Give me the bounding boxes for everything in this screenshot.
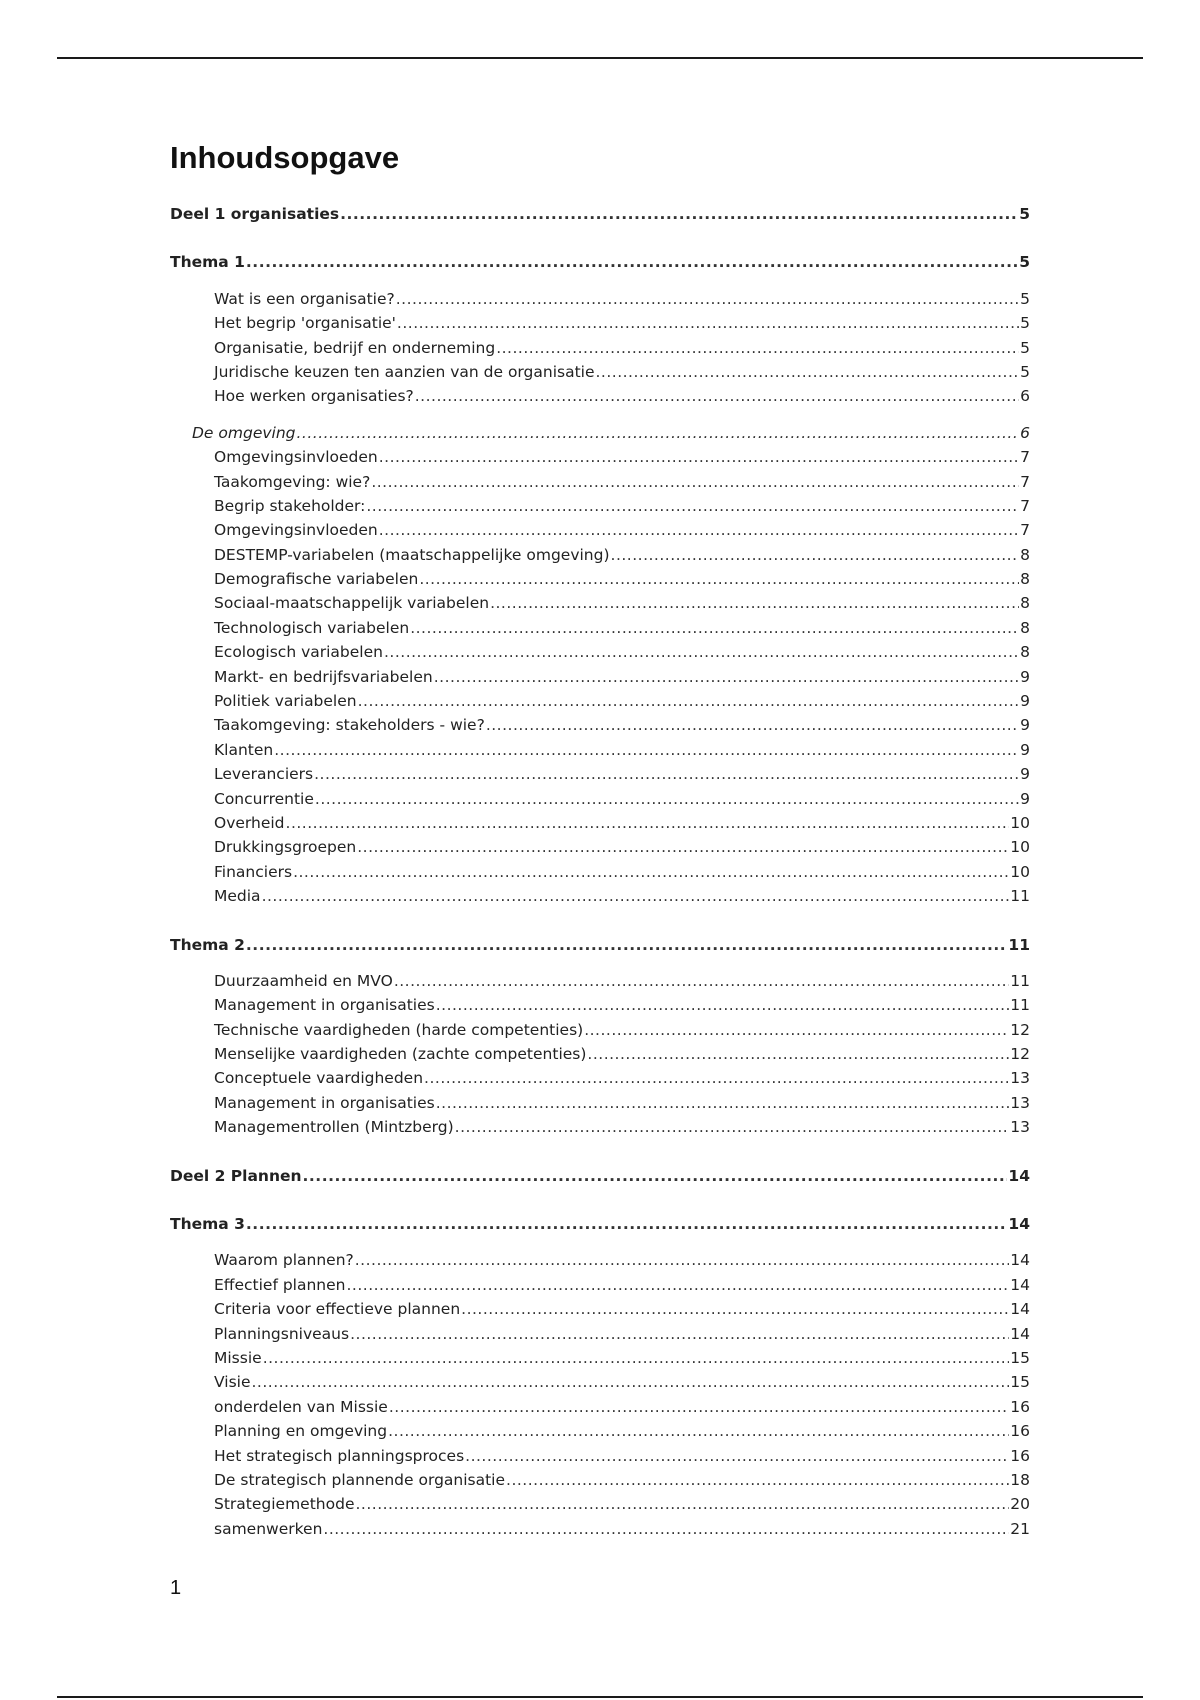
toc-entry-page: 11 — [1008, 935, 1030, 954]
toc-entry-title: Deel 2 Plannen — [170, 1166, 302, 1185]
toc-entry[interactable] — [170, 616, 1030, 640]
page-title: Inhoudsopgave — [170, 140, 400, 175]
toc-dot-leader — [263, 1346, 1010, 1370]
table-of-contents — [170, 202, 1030, 1541]
toc-entry-title: Effectief plannen — [214, 1275, 346, 1294]
toc-entry-title: Technologisch variabelen — [214, 618, 410, 637]
toc-dot-leader — [424, 1066, 1009, 1090]
toc-entry-title: Begrip stakeholder: — [214, 496, 366, 515]
toc-entry-page: 7 — [1020, 521, 1030, 540]
toc-entry[interactable] — [170, 1395, 1030, 1419]
toc-dot-leader — [350, 1322, 1009, 1346]
toc-entry-title: Financiers — [214, 862, 293, 881]
toc-entry[interactable] — [170, 1042, 1030, 1066]
toc-entry-title: Concurrentie — [214, 789, 314, 808]
toc-entry-page: 16 — [1010, 1422, 1030, 1441]
toc-entry-page: 18 — [1010, 1470, 1030, 1489]
toc-entry[interactable] — [170, 384, 1030, 408]
toc-entry-title: De strategisch plannende organisatie — [214, 1470, 506, 1489]
toc-entry-title: Menselijke vaardigheden (zachte competenties) — [214, 1045, 587, 1064]
toc-entry-title: onderdelen van Missie — [214, 1397, 388, 1416]
toc-entry-title: Criteria voor effectieve plannen — [214, 1300, 461, 1319]
toc-entry[interactable] — [170, 860, 1030, 884]
toc-entry-title: Omgevingsinvloeden — [214, 448, 378, 467]
toc-entry-page: 21 — [1010, 1519, 1030, 1538]
toc-entry-title: Wat is een organisatie? — [214, 289, 395, 308]
toc-entry-page: 10 — [1010, 813, 1030, 832]
toc-dot-leader — [293, 860, 1009, 884]
toc-entry-title: Organisatie, bedrijf en onderneming — [214, 338, 496, 357]
toc-entry[interactable] — [170, 665, 1030, 689]
footer-rule — [57, 1696, 1143, 1698]
toc-dot-leader — [596, 360, 1020, 384]
toc-entry[interactable] — [170, 591, 1030, 615]
toc-dot-leader — [286, 811, 1010, 835]
toc-entry[interactable] — [170, 689, 1030, 713]
toc-entry-page: 7 — [1020, 448, 1030, 467]
toc-entry-title: Ecologisch variabelen — [214, 643, 383, 662]
toc-entry-page: 16 — [1010, 1397, 1030, 1416]
toc-entry[interactable] — [170, 787, 1030, 811]
toc-entry[interactable] — [170, 762, 1030, 786]
toc-entry-page: 8 — [1020, 643, 1030, 662]
toc-entry[interactable] — [170, 1067, 1030, 1091]
toc-dot-leader — [396, 287, 1019, 311]
toc-entry[interactable] — [170, 518, 1030, 542]
toc-dot-leader — [506, 1468, 1009, 1492]
toc-entry-title: De omgeving — [192, 423, 296, 442]
toc-entry-page: 7 — [1020, 472, 1030, 491]
toc-entry-page: 8 — [1020, 570, 1030, 589]
toc-entry-title: Deel 1 organisaties — [170, 204, 340, 223]
toc-dot-leader — [397, 311, 1019, 335]
toc-dot-leader — [486, 713, 1019, 737]
toc-dot-leader — [323, 1517, 1009, 1541]
toc-entry-title: Markt- en bedrijfsvariabelen — [214, 667, 433, 686]
toc-entry[interactable] — [170, 1322, 1030, 1346]
toc-dot-leader — [496, 336, 1019, 360]
toc-entry-page: 9 — [1020, 716, 1030, 735]
toc-dot-leader — [262, 884, 1010, 908]
toc-entry-page: 10 — [1010, 862, 1030, 881]
toc-entry-page: 14 — [1008, 1166, 1030, 1185]
toc-entry-title: Juridische keuzen ten aanzien van de organisatie — [214, 362, 595, 381]
toc-dot-leader — [347, 1273, 1010, 1297]
toc-entry-title: Media — [214, 887, 261, 906]
toc-entry[interactable] — [170, 1091, 1030, 1115]
toc-entry-title: Conceptuele vaardigheden — [214, 1069, 424, 1088]
toc-entry-page: 9 — [1020, 765, 1030, 784]
toc-entry-page: 6 — [1020, 387, 1030, 406]
toc-entry[interactable] — [170, 640, 1030, 664]
toc-dot-leader — [315, 787, 1019, 811]
toc-entry[interactable] — [170, 1444, 1030, 1468]
toc-entry[interactable] — [170, 543, 1030, 567]
toc-dot-leader — [379, 445, 1019, 469]
toc-dot-leader — [355, 1248, 1010, 1272]
toc-dot-leader — [357, 835, 1009, 859]
toc-entry[interactable] — [170, 250, 1030, 274]
toc-entry-page: 14 — [1010, 1251, 1030, 1270]
toc-dot-leader — [389, 1395, 1009, 1419]
toc-dot-leader — [303, 1164, 1008, 1188]
page-number: 1 — [170, 1577, 182, 1599]
toc-entry-page: 12 — [1010, 1045, 1030, 1064]
toc-entry-page: 5 — [1019, 204, 1030, 223]
toc-entry-page: 10 — [1010, 838, 1030, 857]
toc-entry-title: Taakomgeving: wie? — [214, 472, 371, 491]
toc-dot-leader — [358, 689, 1020, 713]
toc-entry[interactable] — [170, 884, 1030, 908]
toc-entry[interactable] — [170, 1273, 1030, 1297]
toc-entry-page: 11 — [1010, 887, 1030, 906]
toc-dot-leader — [366, 494, 1019, 518]
toc-dot-leader — [274, 738, 1019, 762]
toc-entry-page: 11 — [1010, 971, 1030, 990]
toc-entry[interactable] — [170, 969, 1030, 993]
toc-entry-page: 5 — [1020, 289, 1030, 308]
toc-entry-page: 7 — [1020, 496, 1030, 515]
toc-dot-leader — [246, 933, 1008, 957]
toc-dot-leader — [252, 1370, 1010, 1394]
toc-entry-page: 14 — [1010, 1300, 1030, 1319]
toc-entry-page: 15 — [1010, 1349, 1030, 1367]
toc-entry-page: 9 — [1020, 740, 1030, 759]
toc-dot-leader — [436, 993, 1010, 1017]
toc-entry-title: Visie — [214, 1373, 251, 1392]
toc-dot-leader — [340, 202, 1018, 226]
toc-entry-title: Managementrollen (Mintzberg) — [214, 1118, 454, 1137]
toc-entry[interactable] — [170, 811, 1030, 835]
toc-entry[interactable] — [170, 1297, 1030, 1321]
toc-entry[interactable] — [170, 1492, 1030, 1516]
toc-entry-title: Drukkingsgroepen — [214, 838, 357, 857]
toc-entry[interactable] — [170, 567, 1030, 591]
toc-entry[interactable] — [170, 311, 1030, 335]
toc-entry-page: 20 — [1010, 1495, 1030, 1514]
toc-entry-page: 5 — [1020, 314, 1030, 333]
header-rule — [57, 57, 1143, 59]
toc-entry-page: 5 — [1019, 253, 1030, 272]
toc-entry-title: Demografische variabelen — [214, 570, 419, 589]
toc-entry[interactable] — [170, 202, 1030, 226]
toc-entry-title: Management in organisaties — [214, 1093, 435, 1112]
toc-dot-leader — [371, 470, 1019, 494]
toc-entry[interactable] — [170, 470, 1030, 494]
toc-entry-page: 5 — [1020, 338, 1030, 357]
toc-entry-page: 8 — [1020, 618, 1030, 637]
toc-dot-leader — [461, 1297, 1009, 1321]
toc-dot-leader — [246, 1212, 1008, 1236]
toc-entry-page: 11 — [1010, 996, 1030, 1015]
toc-dot-leader — [394, 969, 1009, 993]
toc-entry-title: Duurzaamheid en MVO — [214, 971, 393, 990]
toc-entry-page: 9 — [1020, 667, 1030, 686]
toc-dot-leader — [297, 421, 1020, 445]
toc-entry-title: Thema 3 — [170, 1215, 245, 1234]
toc-entry-title: Waarom plannen? — [214, 1251, 354, 1270]
toc-entry[interactable] — [170, 421, 1030, 445]
toc-entry[interactable] — [170, 360, 1030, 384]
toc-entry[interactable] — [170, 1370, 1030, 1394]
toc-entry[interactable] — [170, 445, 1030, 469]
toc-entry[interactable] — [170, 713, 1030, 737]
toc-dot-leader — [379, 518, 1019, 542]
toc-dot-leader — [415, 384, 1019, 408]
toc-entry-page: 14 — [1008, 1215, 1030, 1234]
toc-dot-leader — [490, 591, 1019, 615]
toc-dot-leader — [388, 1419, 1009, 1443]
toc-entry-page: 9 — [1020, 789, 1030, 808]
toc-dot-leader — [584, 1018, 1009, 1042]
toc-entry-title: Overheid — [214, 813, 285, 832]
toc-entry[interactable] — [170, 1517, 1030, 1541]
toc-entry-page: 9 — [1020, 692, 1030, 711]
toc-dot-leader — [611, 543, 1020, 567]
toc-dot-leader — [434, 665, 1019, 689]
toc-entry-title: Het begrip 'organisatie' — [214, 314, 396, 333]
toc-entry[interactable] — [170, 1346, 1030, 1370]
toc-entry-title: Thema 1 — [170, 253, 245, 272]
toc-entry[interactable] — [170, 1164, 1030, 1188]
toc-entry-title: Het strategisch planningsproces — [214, 1446, 465, 1465]
toc-entry[interactable] — [170, 738, 1030, 762]
toc-entry[interactable] — [170, 494, 1030, 518]
toc-entry[interactable] — [170, 287, 1030, 311]
toc-entry-page: 14 — [1010, 1275, 1030, 1294]
toc-entry-page: 6 — [1020, 423, 1030, 442]
toc-dot-leader — [455, 1115, 1010, 1139]
toc-entry-title: Sociaal-maatschappelijk variabelen — [214, 594, 490, 613]
toc-entry-title: samenwerken — [214, 1519, 323, 1538]
toc-dot-leader — [246, 250, 1018, 274]
toc-entry[interactable] — [170, 1018, 1030, 1042]
toc-entry-page: 5 — [1020, 362, 1030, 381]
toc-entry[interactable] — [170, 835, 1030, 859]
toc-dot-leader — [314, 762, 1019, 786]
toc-entry-title: Hoe werken organisaties? — [214, 387, 414, 406]
toc-entry-title: Missie — [214, 1349, 262, 1367]
toc-entry-page: 8 — [1020, 594, 1030, 613]
toc-entry-page: 13 — [1010, 1093, 1030, 1112]
toc-entry[interactable] — [170, 1468, 1030, 1492]
toc-entry-page: 12 — [1010, 1020, 1030, 1039]
toc-entry-title: Thema 2 — [170, 935, 245, 954]
toc-dot-leader — [465, 1444, 1009, 1468]
toc-entry-title: Politiek variabelen — [214, 692, 357, 711]
toc-dot-leader — [419, 567, 1019, 591]
toc-entry-title: Management in organisaties — [214, 996, 435, 1015]
toc-entry[interactable] — [170, 336, 1030, 360]
toc-entry-title: Leveranciers — [214, 765, 314, 784]
toc-entry[interactable] — [170, 933, 1030, 957]
toc-dot-leader — [410, 616, 1019, 640]
toc-entry-page: 14 — [1010, 1324, 1030, 1343]
toc-dot-leader — [587, 1042, 1009, 1066]
toc-dot-leader — [384, 640, 1019, 664]
toc-entry-title: Taakomgeving: stakeholders - wie? — [214, 716, 485, 735]
toc-entry-page: 16 — [1010, 1446, 1030, 1465]
toc-entry-title: Strategiemethode — [214, 1495, 355, 1514]
toc-dot-leader — [436, 1091, 1010, 1115]
toc-entry-title: Planning en omgeving — [214, 1422, 388, 1441]
toc-entry[interactable] — [170, 1115, 1030, 1139]
toc-entry-title: Klanten — [214, 740, 274, 759]
toc-entry[interactable] — [170, 1419, 1030, 1443]
toc-entry-title: DESTEMP-variabelen (maatschappelijke omgeving) — [214, 545, 610, 564]
toc-entry-title: Omgevingsinvloeden — [214, 521, 378, 540]
toc-entry[interactable] — [170, 993, 1030, 1017]
toc-entry-page: 8 — [1020, 545, 1030, 564]
toc-entry[interactable] — [170, 1212, 1030, 1236]
toc-entry-page: 13 — [1010, 1069, 1030, 1088]
toc-entry-title: Technische vaardigheden (harde competenties) — [214, 1020, 584, 1039]
toc-entry-title: Planningsniveaus — [214, 1324, 350, 1343]
toc-entry-page: 13 — [1010, 1118, 1030, 1137]
toc-entry-page: 15 — [1010, 1373, 1030, 1392]
toc-dot-leader — [355, 1492, 1009, 1516]
toc-entry[interactable] — [170, 1248, 1030, 1272]
